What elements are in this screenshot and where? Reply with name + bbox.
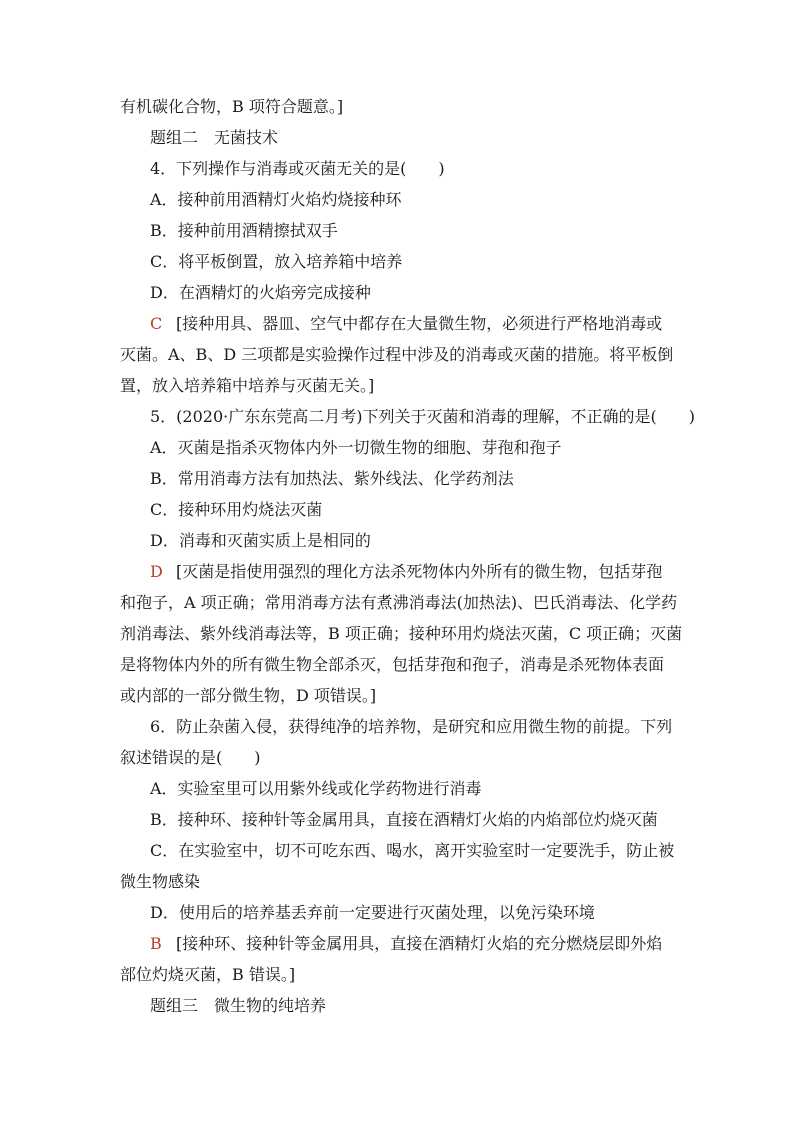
explanation-line — [120, 375, 374, 397]
line-text: 微生物感染 — [120, 872, 201, 891]
question-6-stem-continued — [120, 747, 261, 769]
line-text: A．接种前用酒精灯火焰灼烧接种环 — [150, 190, 402, 209]
line-text: C．接种环用灼烧法灭菌 — [150, 500, 323, 519]
question-5-option-a — [150, 437, 562, 459]
question-5-option-b — [150, 468, 514, 490]
explanation-line — [120, 592, 677, 614]
answer-letter: D — [150, 562, 163, 581]
line-text: 4．下列操作与消毒或灭菌无关的是( ) — [150, 159, 445, 178]
line-text: D．消毒和灭菌实质上是相同的 — [150, 531, 371, 550]
question-5-answer — [150, 561, 662, 583]
line-text: 灭菌。A、B、D 三项都是实验操作过程中涉及的消毒或灭菌的措施。将平板倒 — [120, 345, 674, 364]
line-text: B．接种前用酒精擦拭双手 — [150, 221, 338, 240]
line-text: 剂消毒法、紫外线消毒法等，B 项正确；接种环用灼烧法灭菌，C 项正确；灭菌 — [120, 624, 683, 643]
question-6-option-a — [150, 778, 482, 800]
explanation-text: [接种环、接种针等金属用具，直接在酒精灯火焰的充分燃烧层即外焰 — [176, 934, 663, 953]
question-6-option-b — [150, 809, 658, 831]
explanation-line — [120, 654, 664, 676]
question-6-option-c — [150, 840, 674, 862]
section-heading-group-2 — [150, 127, 278, 149]
question-4-option-b — [150, 220, 338, 242]
section-heading-group-3 — [150, 995, 326, 1017]
question-4-option-a — [150, 189, 402, 211]
answer-letter: B — [150, 934, 162, 953]
question-5-stem — [150, 406, 695, 428]
continuation-line — [120, 96, 343, 118]
line-text: 6．防止杂菌入侵，获得纯净的培养物，是研究和应用微生物的前提。下列 — [150, 717, 673, 736]
question-4-option-c — [150, 251, 402, 273]
line-text: 是将物体内外的所有微生物全部杀灭，包括芽孢和孢子，消毒是杀死物体表面 — [120, 655, 665, 674]
line-text: B．接种环、接种针等金属用具，直接在酒精灯火焰的内焰部位灼烧灭菌 — [150, 810, 658, 829]
line-text: 部位灼烧灭菌，B 错误。] — [120, 965, 296, 984]
line-text: 5．(2020·广东东莞高二月考)下列关于灭菌和消毒的理解，不正确的是( ) — [150, 407, 695, 426]
line-text: C．将平板倒置，放入培养箱中培养 — [150, 252, 403, 271]
question-6-option-c-continued — [120, 871, 200, 893]
question-4-option-d — [150, 282, 371, 304]
line-text: B．常用消毒方法有加热法、紫外线法、化学药剂法 — [150, 469, 514, 488]
line-text: 置，放入培养箱中培养与灭菌无关。] — [120, 376, 375, 395]
question-5-option-d — [150, 530, 371, 552]
answer-letter: C — [150, 314, 163, 333]
line-text: D．使用后的培养基丢弃前一定要进行灭菌处理，以免污染环境 — [150, 903, 595, 922]
question-5-option-c — [150, 499, 322, 521]
question-6-option-d — [150, 902, 595, 924]
line-text: D．在酒精灯的火焰旁完成接种 — [150, 283, 371, 302]
line-text: 或内部的一部分微生物，D 项错误。] — [120, 686, 377, 705]
line-text: 题组三 微生物的纯培养 — [150, 996, 327, 1015]
explanation-text: [接种用具、器皿、空气中都存在大量微生物，必须进行严格地消毒或 — [176, 314, 663, 333]
explanation-text: [灭菌是指使用强烈的理化方法杀死物体内外所有的微生物，包括芽孢 — [176, 562, 663, 581]
line-text: A．实验室里可以用紫外线或化学药物进行消毒 — [150, 779, 482, 798]
line-text: 有机碳化合物，B 项符合题意。] — [120, 97, 344, 116]
line-text: 题组二 无菌技术 — [150, 128, 279, 147]
explanation-line — [120, 623, 682, 645]
line-text: 和孢子，A 项正确；常用消毒方法有煮沸消毒法(加热法)、巴氏消毒法、化学药 — [120, 593, 678, 612]
explanation-line — [120, 685, 376, 707]
explanation-line — [120, 964, 295, 986]
question-6-answer — [150, 933, 662, 955]
question-4-stem — [150, 158, 445, 180]
question-6-stem — [150, 716, 672, 738]
line-text: 叙述错误的是( ) — [120, 748, 261, 767]
question-4-answer — [150, 313, 662, 335]
explanation-line — [120, 344, 673, 366]
line-text: A．灭菌是指杀灭物体内外一切微生物的细胞、芽孢和孢子 — [150, 438, 562, 457]
line-text: C．在实验室中，切不可吃东西、喝水，离开实验室时一定要洗手，防止被 — [150, 841, 675, 860]
